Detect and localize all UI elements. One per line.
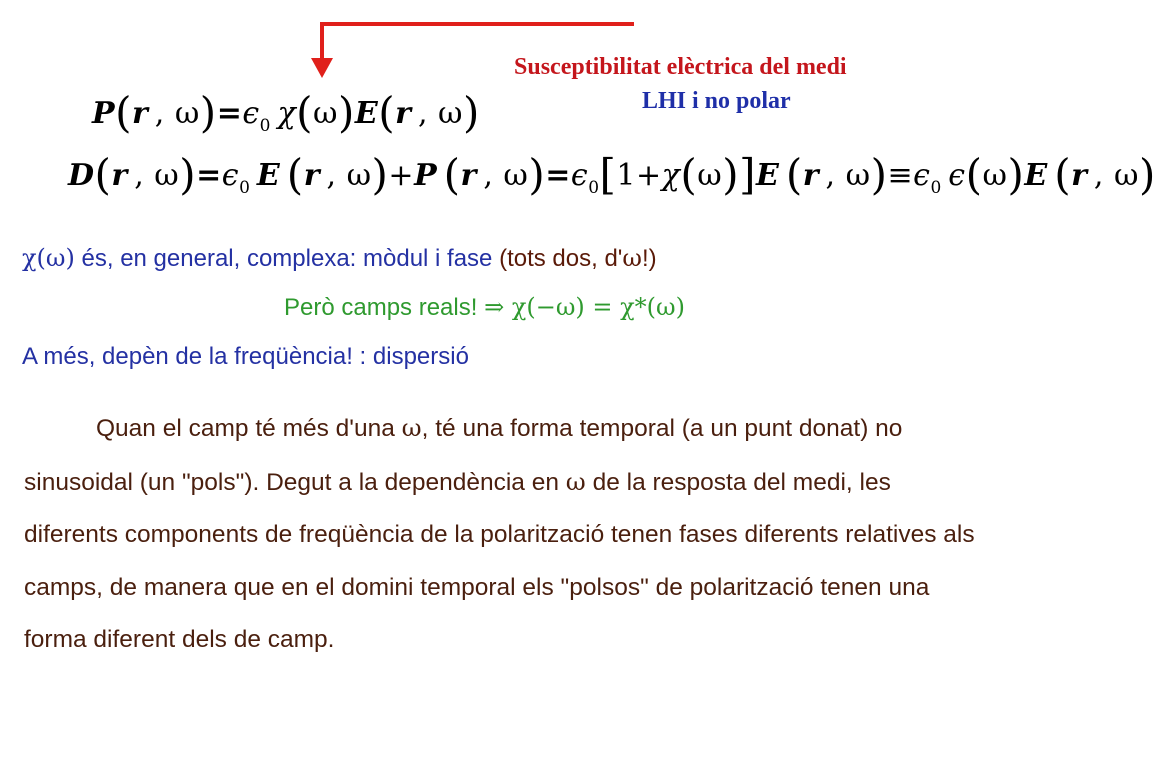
real-fields-math: ⇒ χ(−ω) = χ*(ω) [484,293,685,321]
omega-symbol: ω [565,466,586,496]
omega-symbol: ω [401,413,422,442]
chi-paren-text: (tots dos, d' [499,245,623,272]
chi-paren-end: !) [641,245,657,272]
equation-polarization: P(r , $\omega)=\epsilon_0$ χ(ω)E(r , ω) [92,88,480,137]
paragraph-part-2: , té una forma temporal (a un punt donat) no sinusoidal (un "pols"). Degut a la dependència en [24,415,903,496]
real-fields-line [284,292,685,323]
omega-symbol: ω [622,244,642,272]
pulse-paragraph [24,402,984,667]
paragraph-part-1: Quan el camp té més d'una [96,415,402,442]
annotation-line-horizontal [320,22,634,26]
chi-omega-symbol: χ(ω) [22,244,75,272]
equation-displacement: D(r , $\omega)=\epsilon_0$ E (r , ω)+P (r , $\omega)=\epsilon_0[1+\chi(\omega)]E$ (r , $\omega)\equiv\epsilon_0$ ϵ(ω)E (r , ω) [68,150,1156,199]
real-fields-text: Però camps reals! [284,294,485,321]
chi-complex-line [22,243,657,274]
paragraph-part-3: de la resposta del medi, les diferents components de freqüència de la polarització tenen fases diferents relatives als camps, de manera que en el domini temporal els "polsos" de polarització tenen una forma diferent dels de camp. [24,468,975,653]
arrow-down-icon [311,58,333,78]
annotation-title: Susceptibilitat elèctrica del medi [514,54,847,80]
chi-complex-text: és, en general, complexa: mòdul i fase [74,245,500,272]
dispersion-line: A més, depèn de la freqüència! : dispersió [22,343,469,370]
annotation-subtitle: LHI i no polar [642,88,791,114]
